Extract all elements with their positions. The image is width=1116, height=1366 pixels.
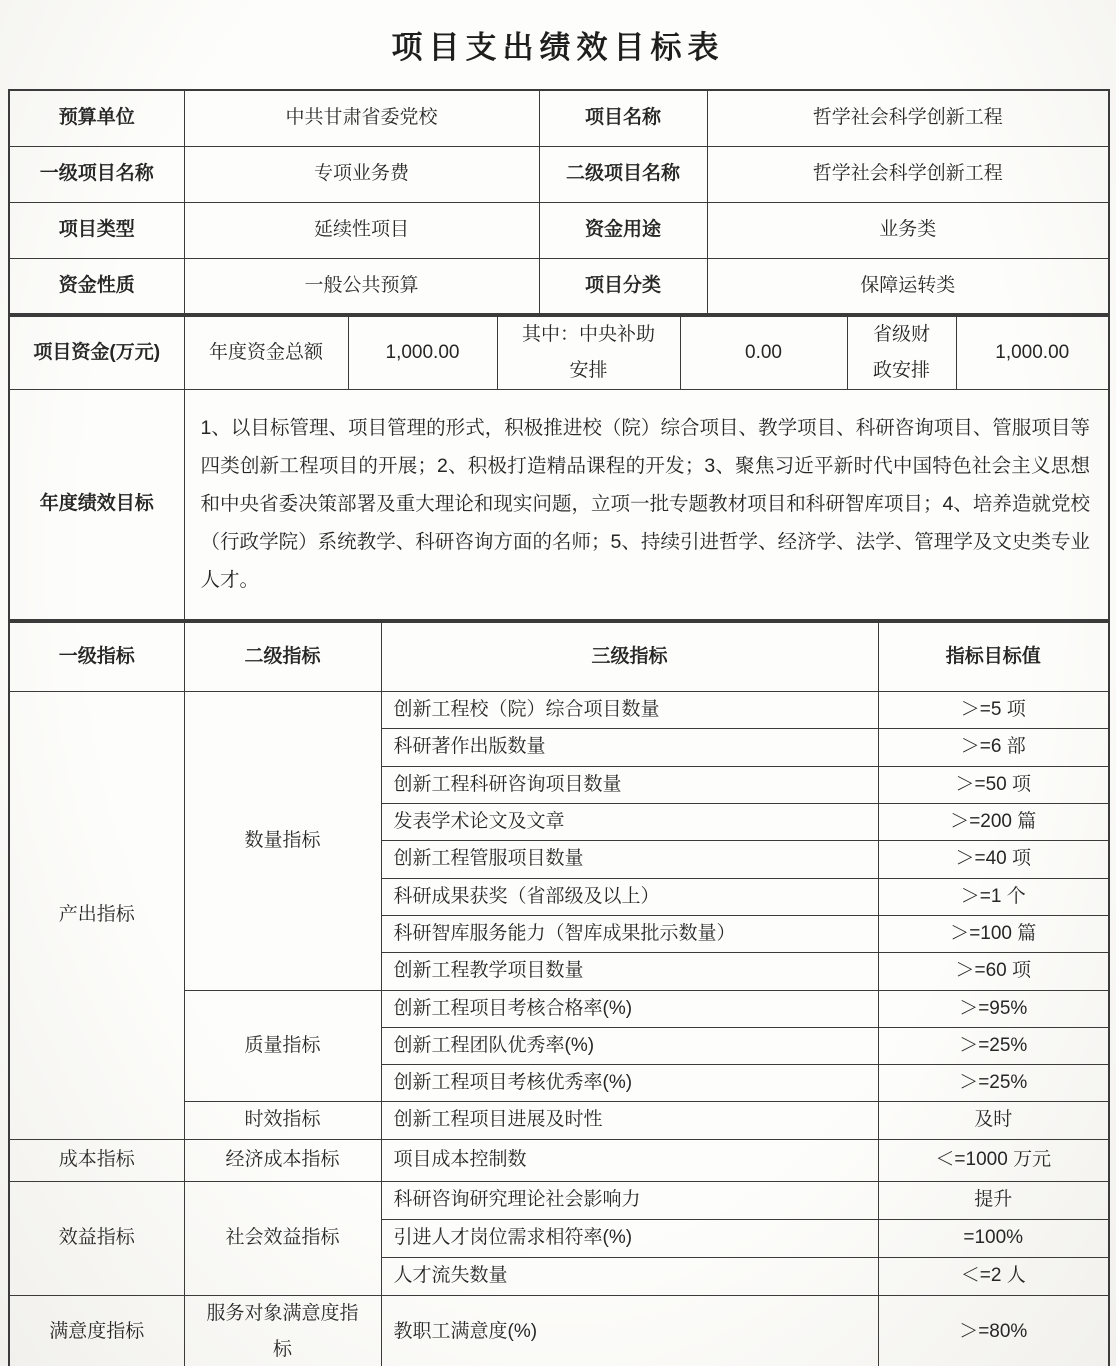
- level2-service-satisfaction-cell: 服务对象满意度指标: [184, 1295, 381, 1366]
- provincial-fund-label: 省级财政安排: [847, 316, 956, 390]
- central-subsidy-label: 其中：中央补助安排: [497, 316, 680, 390]
- level1-project-value: 专项业务费: [184, 146, 539, 202]
- indicator-name-cell: 创新工程项目考核优秀率(%): [381, 1065, 878, 1102]
- project-fund-label: 项目资金(万元): [9, 316, 184, 390]
- page-title: 项目支出绩效目标表: [391, 30, 725, 65]
- indicator-name-cell: 人才流失数量: [381, 1257, 878, 1295]
- level1-benefit-cell: 效益指标: [9, 1181, 184, 1295]
- indicator-name-cell: 科研著作出版数量: [381, 729, 878, 766]
- indicator-target-cell: 提升: [878, 1181, 1109, 1219]
- indicator-target-cell: ＞=50 项: [878, 766, 1109, 803]
- indicator-target-cell: 及时: [878, 1102, 1109, 1139]
- level2-quantity-cell: 数量指标: [184, 692, 381, 990]
- table-row: [9, 146, 1109, 202]
- central-subsidy-value: 0.00: [680, 316, 847, 390]
- indicator-name-cell: 科研咨询研究理论社会影响力: [381, 1181, 878, 1219]
- level2-project-value: 哲学社会科学创新工程: [707, 146, 1109, 202]
- indicator-name-cell: 创新工程校（院）综合项目数量: [381, 692, 878, 729]
- indicator-row: [9, 1181, 1109, 1219]
- project-type-label: 项目类型: [9, 202, 184, 258]
- indicator-target-cell: ＞=95%: [878, 990, 1109, 1027]
- annual-total-label: 年度资金总额: [184, 316, 348, 390]
- indicator-name-cell: 创新工程管服项目数量: [381, 841, 878, 878]
- indicator-target-cell: ＞=200 篇: [878, 804, 1109, 841]
- indicator-target-cell: ＞=5 项: [878, 692, 1109, 729]
- level2-timeliness-cell: 时效指标: [184, 1102, 381, 1139]
- table-row: [9, 90, 1109, 146]
- indicator-name-cell: 教职工满意度(%): [381, 1295, 878, 1366]
- annual-goal-row: [9, 390, 1109, 620]
- fund-use-label: 资金用途: [539, 202, 707, 258]
- level2-economic-cost-cell: 经济成本指标: [184, 1139, 381, 1181]
- project-name-label: 项目名称: [539, 90, 707, 146]
- indicator-name-cell: 科研智库服务能力（智库成果批示数量）: [381, 915, 878, 952]
- indicator-target-cell: ＞=80%: [878, 1295, 1109, 1366]
- level1-cost-cell: 成本指标: [9, 1139, 184, 1181]
- project-name-value: 哲学社会科学创新工程: [707, 90, 1109, 146]
- indicator-target-cell: ＞=25%: [878, 1065, 1109, 1102]
- indicator-row: [9, 1139, 1109, 1181]
- level1-satisfaction-cell: 满意度指标: [9, 1295, 184, 1366]
- fund-use-value: 业务类: [707, 202, 1109, 258]
- indicator-header-row: [9, 622, 1109, 692]
- indicator-target-cell: ＞=1 个: [878, 878, 1109, 915]
- table-row: [9, 258, 1109, 314]
- indicator-name-cell: 发表学术论文及文章: [381, 804, 878, 841]
- indicator-name-cell: 创新工程项目考核合格率(%): [381, 990, 878, 1027]
- level1-output-cell: 产出指标: [9, 692, 184, 1140]
- indicator-target-cell: ＞=25%: [878, 1027, 1109, 1064]
- indicator-target-cell: ＜=1000 万元: [878, 1139, 1109, 1181]
- budget-unit-label: 预算单位: [9, 90, 184, 146]
- indicator-target-cell: ＞=100 篇: [878, 915, 1109, 952]
- provincial-fund-value: 1,000.00: [956, 316, 1109, 390]
- indicator-table: [8, 621, 1110, 1366]
- fund-nature-value: 一般公共预算: [184, 258, 539, 314]
- fund-nature-label: 资金性质: [9, 258, 184, 314]
- annual-goal-text: 1、以目标管理、项目管理的形式，积极推进校（院）综合项目、教学项目、科研咨询项目、管服项目等四类创新工程项目的开展；2、积极打造精品课程的开发；3、聚焦习近平新时代中国特色社会主义思想和中央省委决策部署及重大理论和现实问题，立项一批专题教材项目和科研智库项目；4、培养造就党校（行政学院）系统教学、科研咨询方面的名师；5、持续引进哲学、经济学、法学、管理学及文史类专业人才。: [184, 390, 1109, 620]
- project-category-label: 项目分类: [539, 258, 707, 314]
- level2-project-label: 二级项目名称: [539, 146, 707, 202]
- level2-social-benefit-cell: 社会效益指标: [184, 1181, 381, 1295]
- indicator-name-cell: 创新工程科研咨询项目数量: [381, 766, 878, 803]
- indicator-name-cell: 引进人才岗位需求相符率(%): [381, 1219, 878, 1257]
- annual-total-value: 1,000.00: [348, 316, 497, 390]
- indicator-name-cell: 项目成本控制数: [381, 1139, 878, 1181]
- indicator-name-cell: 创新工程项目进展及时性: [381, 1102, 878, 1139]
- project-fund-table: [8, 315, 1110, 621]
- indicator-name-cell: 创新工程教学项目数量: [381, 953, 878, 990]
- level1-project-label: 一级项目名称: [9, 146, 184, 202]
- indicator-target-cell: =100%: [878, 1219, 1109, 1257]
- indicator-name-cell: 科研成果获奖（省部级及以上）: [381, 878, 878, 915]
- project-type-value: 延续性项目: [184, 202, 539, 258]
- project-info-table: [8, 89, 1110, 315]
- budget-unit-value: 中共甘肃省委党校: [184, 90, 539, 146]
- indicator-target-cell: ＞=6 部: [878, 729, 1109, 766]
- header-target-value: 指标目标值: [878, 622, 1109, 692]
- funding-row: [9, 316, 1109, 390]
- annual-goal-label: 年度绩效目标: [9, 390, 184, 620]
- table-row: [9, 202, 1109, 258]
- header-level2-indicator: 二级指标: [184, 622, 381, 692]
- indicator-target-cell: ＞=60 项: [878, 953, 1109, 990]
- indicator-name-cell: 创新工程团队优秀率(%): [381, 1027, 878, 1064]
- indicator-target-cell: ＞=40 项: [878, 841, 1109, 878]
- header-level1-indicator: 一级指标: [9, 622, 184, 692]
- header-level3-indicator: 三级指标: [381, 622, 878, 692]
- level2-quality-cell: 质量指标: [184, 990, 381, 1102]
- indicator-row: [9, 692, 1109, 729]
- project-category-value: 保障运转类: [707, 258, 1109, 314]
- indicator-row: [9, 1295, 1109, 1366]
- indicator-target-cell: ＜=2 人: [878, 1257, 1109, 1295]
